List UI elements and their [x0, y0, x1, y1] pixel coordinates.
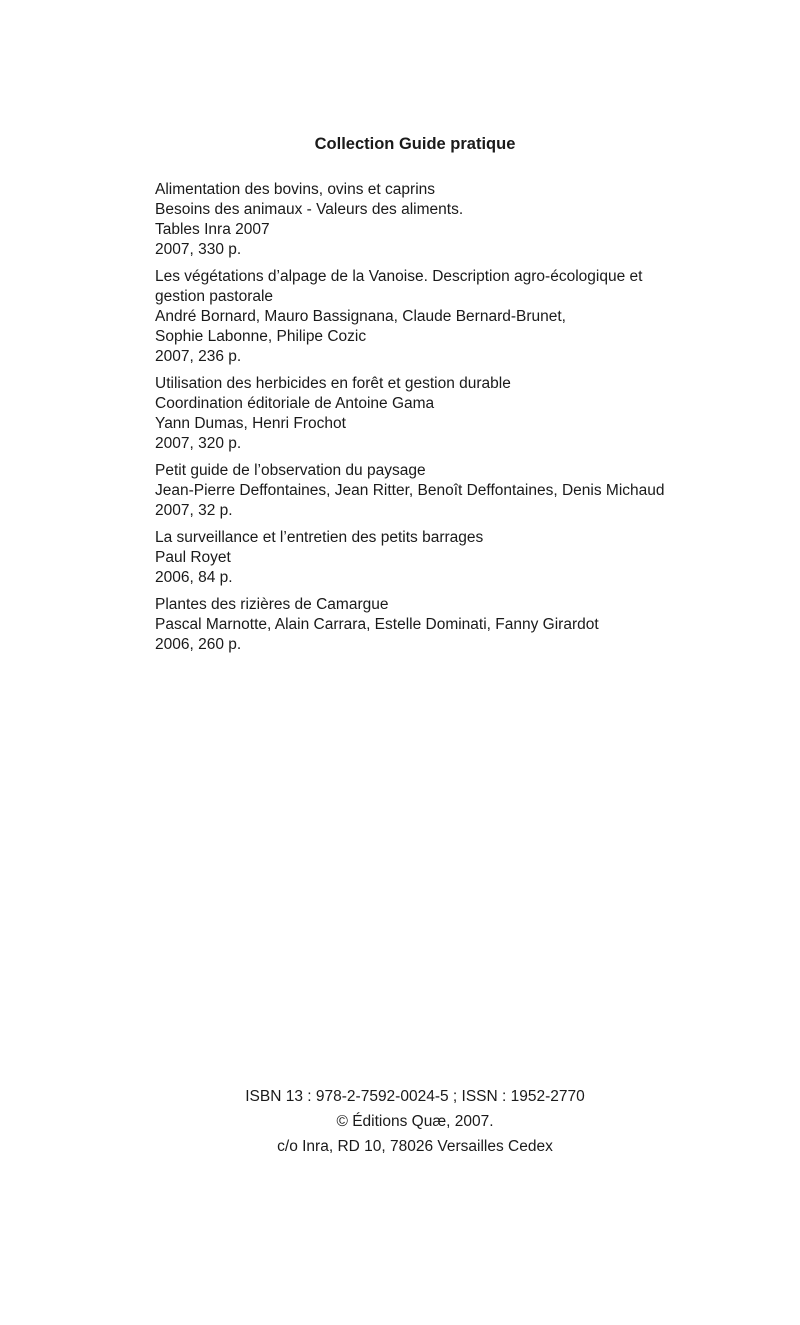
book-entry [155, 595, 675, 655]
copyright-line: © Éditions Quæ, 2007. [336, 1113, 494, 1130]
book-entry-line: gestion pastorale [155, 288, 274, 305]
book-entry [155, 267, 675, 367]
book-entry-line: Paul Royet [155, 549, 231, 566]
book-list [155, 180, 675, 655]
book-entry-line: Coordination éditoriale de Antoine Gama [155, 395, 435, 412]
book-entry-line: 2006, 260 p. [155, 636, 242, 653]
book-entry-line: 2006, 84 p. [155, 569, 233, 586]
book-entry-line: Utilisation des herbicides en forêt et gestion durable [155, 375, 511, 392]
book-entry-line: André Bornard, Mauro Bassignana, Claude Bernard-Brunet, [155, 308, 566, 325]
book-entry-line: Alimentation des bovins, ovins et caprins [155, 181, 436, 198]
book-entry-line: Yann Dumas, Henri Frochot [155, 415, 346, 432]
book-entry [155, 180, 675, 260]
book-entry-line: Plantes des rizières de Camargue [155, 596, 389, 613]
book-entry-line: Pascal Marnotte, Alain Carrara, Estelle Dominati, Fanny Girardot [155, 616, 599, 633]
book-entry [155, 461, 675, 521]
colophon [155, 1084, 675, 1159]
book-entry-line: 2007, 32 p. [155, 502, 233, 519]
address-line: c/o Inra, RD 10, 78026 Versailles Cedex [277, 1138, 553, 1155]
collection-title: Collection Guide pratique [314, 135, 516, 153]
book-entry-line: 2007, 236 p. [155, 348, 242, 365]
book-entry-line: 2007, 330 p. [155, 241, 242, 258]
isbn-issn-line: ISBN 13 : 978-2-7592-0024-5 ; ISSN : 1952-2770 [245, 1088, 585, 1105]
book-entry [155, 374, 675, 454]
book-entry-line: Petit guide de l’observation du paysage [155, 462, 426, 479]
book-entry-line: Tables Inra 2007 [155, 221, 270, 238]
book-entry [155, 528, 675, 588]
collection-block [155, 134, 675, 655]
book-entry-line: Jean-Pierre Deffontaines, Jean Ritter, Benoît Deffontaines, Denis Michaud [155, 482, 665, 499]
book-entry-line: La surveillance et l’entretien des petits barrages [155, 529, 484, 546]
book-entry-line: Les végétations d’alpage de la Vanoise. Description agro-écologique et [155, 268, 643, 285]
book-entry-line: Sophie Labonne, Philipe Cozic [155, 328, 367, 345]
book-entry-line: 2007, 320 p. [155, 435, 242, 452]
book-entry-line: Besoins des animaux - Valeurs des aliments. [155, 201, 464, 218]
